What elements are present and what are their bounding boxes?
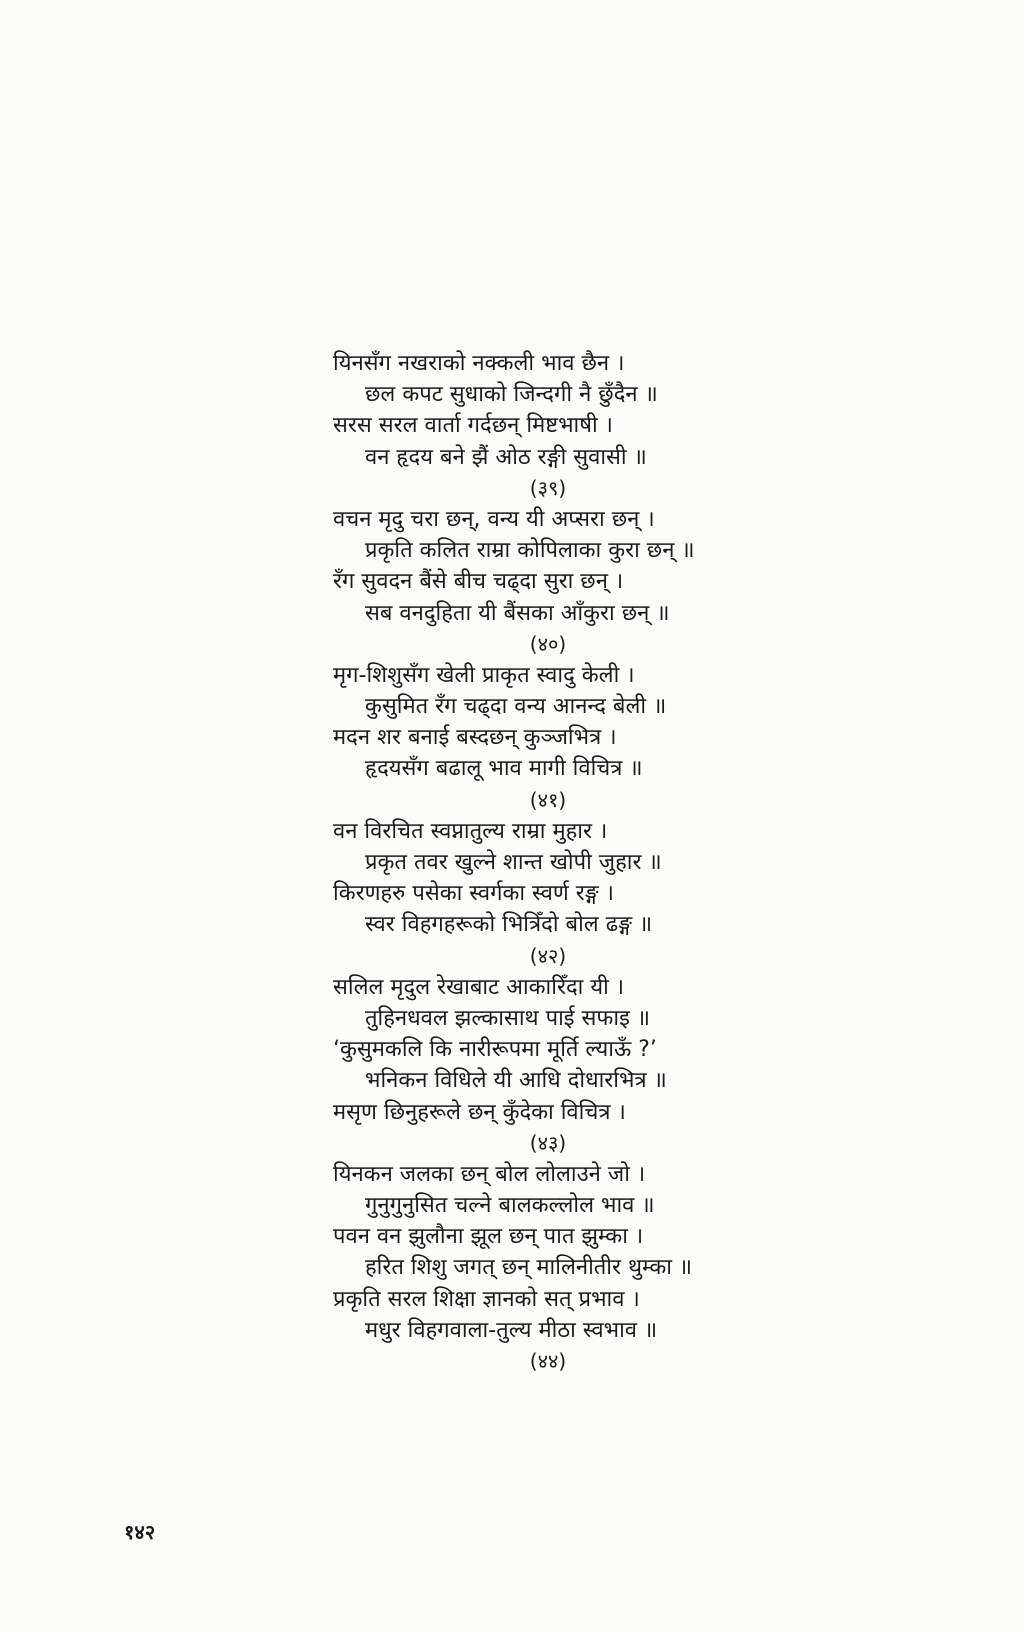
verse-line: मसृण छिनुहरूले छन् कुँदेका विचित्र ।	[333, 1099, 626, 1125]
verse-line: सब वनदुहिता यी बैंसका आँकुरा छन् ॥	[365, 600, 670, 626]
stanza-number: (४१)	[529, 787, 567, 812]
stanza-number: (४३)	[529, 1130, 567, 1155]
verse-line: कुसुमित रँग चढ्दा वन्य आनन्द बेली ॥	[365, 694, 667, 720]
verse-line: यिनकन जलका छन् बोल लोलाउने जो ।	[333, 1161, 646, 1187]
verse-line: सरस सरल वार्ता गर्दछन् मिष्टभाषी ।	[333, 413, 613, 439]
verse-line: प्रकृति सरल शिक्षा ज्ञानको सत् प्रभाव ।	[333, 1286, 640, 1312]
stanza-number: (४०)	[529, 631, 567, 656]
verse-line: वचन मृदु चरा छन्, वन्य यी अप्सरा छन् ।	[333, 506, 655, 532]
verse-line: यिनसँग नखराको नक्कली भाव छैन ।	[333, 351, 625, 376]
verse-line: वन विरचित स्वप्नातुल्य राम्रा मुहार ।	[333, 818, 608, 844]
verse-line: छल कपट सुधाको जिन्दगी नै छुँदैन ॥	[365, 382, 658, 408]
stanza-number: (४२)	[529, 943, 567, 968]
verse-line: स्वर विहगहरूको भित्रिँदो बोल ढङ्ग ॥	[365, 912, 653, 938]
verse-line: पवन वन झुलौना झूल छन् पात झुम्का ।	[333, 1224, 644, 1250]
stanza-number: (४४)	[529, 1349, 567, 1373]
verse-line: मधुर विहगवाला-तुल्य मीठा स्वभाव ॥	[365, 1317, 658, 1343]
verse-line: मृग-शिशुसँग खेली प्राकृत स्वादु केली ।	[333, 662, 635, 688]
verse-line: तुहिनधवल झल्कासाथ पाई सफाइ ॥	[365, 1005, 651, 1031]
verse-line: वन हृदय बने झैं ओठ रङ्गी सुवासी ॥	[365, 444, 647, 470]
verse-line: मदन शर बनाई बस्दछन् कुञ्जभित्र ।	[333, 725, 617, 751]
verse-line: हरित शिशु जगत् छन् मालिनीतीर थुम्का ॥	[365, 1255, 693, 1281]
verse-line: भनिकन विधिले यी आधि दोधारभित्र ॥	[365, 1068, 667, 1094]
page-number: १४२	[124, 1520, 156, 1544]
verse-block	[333, 348, 803, 1377]
verse-line: सलिल मृदुल रेखाबाट आकारिँदा यी ।	[333, 974, 625, 1000]
verse-line: प्रकृति कलित राम्रा कोपिलाका कुरा छन् ॥	[365, 538, 695, 564]
verse-line: गुनुगुनुसित चल्ने बालकल्लोल भाव ॥	[365, 1193, 655, 1219]
verse-line: ‘कुसुमकलि कि नारीरूपमा मूर्ति ल्याऊँ ?’	[333, 1037, 657, 1063]
verse-line: प्रकृत तवर खुल्ने शान्त खोपी जुहार ॥	[365, 850, 662, 875]
verse-line: किरणहरु पसेका स्वर्गका स्वर्ण रङ्ग ।	[333, 881, 614, 907]
verse-line: हृदयसँग बढालू भाव मागी विचित्र ॥	[365, 756, 643, 782]
stanza-number: (३९)	[529, 475, 567, 500]
verse-line: रँग सुवदन बैंसे बीच चढ्दा सुरा छन् ।	[333, 569, 624, 595]
